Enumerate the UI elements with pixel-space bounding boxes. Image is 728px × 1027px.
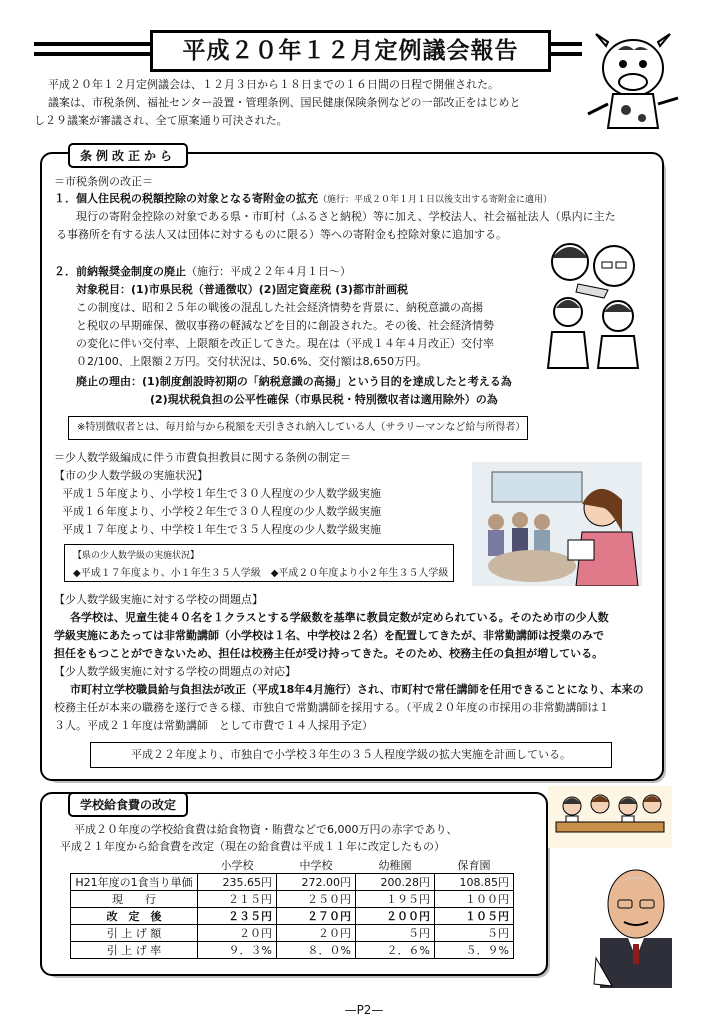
- cow-mascot-illustration: [578, 28, 688, 136]
- item2-title: ２．前納報奨金制度の廃止: [54, 265, 186, 278]
- classroom-illustration: [472, 462, 642, 586]
- table-cell: ８．０%: [277, 942, 356, 959]
- table-row: [71, 891, 514, 908]
- abolition-reason-2: (2)現状税負担の公平性確保（市県民税・特別徴収者は適用除外）の為: [150, 393, 498, 406]
- intro-line: 平成２０年１２月定例議会は、１２月３日から１８日までの１６日間の日程で開催された。: [48, 78, 499, 91]
- intro-line: し２９議案が審議され、全て原案通り可決された。: [34, 114, 288, 127]
- item2-heading: [54, 264, 351, 280]
- table-cell: ２０円: [277, 925, 356, 942]
- table-row: [71, 874, 514, 891]
- item1-title: １．個人住民税の税額控除の対象となる寄附金の拡充: [54, 192, 318, 205]
- header-rule-left-2: [34, 52, 152, 56]
- prefecture-status-title: 【県の少人数学級の実施状況】: [73, 551, 200, 561]
- problem-body: 担任をもつことができないため、担任は校務主任が受け持ってきた。そのため、校務主任の負担が増している。: [54, 647, 604, 660]
- ordinance-section-tag: 条例改正から: [68, 143, 188, 168]
- item2-body: ０2/100、上限額２万円。交付状況は、50.6%、交付額は8,650万円。: [76, 355, 428, 368]
- city-status-title: 【市の少人数学級の実施状況】: [54, 469, 208, 482]
- city-status-line: 平成１５年度より、小学校１年生で３０人程度の少人数学級実施: [62, 487, 381, 500]
- city-status-line: 平成１６年度より、小学校２年生で３０人程度の少人数学級実施: [62, 505, 381, 518]
- table-header-cell: 小学校: [198, 857, 277, 874]
- table-row: [71, 925, 514, 942]
- prefecture-status-box: [64, 544, 454, 582]
- header-rule-right-2: [546, 52, 582, 56]
- table-cell: ２００円: [356, 908, 435, 925]
- item2-note: （施行：平成２２年４月１日〜）: [186, 265, 351, 278]
- table-cell: ２．６%: [356, 942, 435, 959]
- header-rule-right-1: [546, 42, 582, 46]
- item2-body: この制度は、昭和２５年の戦後の混乱した社会経済情勢を背景に、納税意識の高揚: [76, 301, 483, 314]
- school-lunch-tag: 学校給食費の改定: [68, 792, 188, 817]
- table-cell: ９．３%: [198, 942, 277, 959]
- item2-target: 対象税目：(1)市県民税（普通徴収）(2)固定資産税 (3)都市計画税: [76, 283, 408, 296]
- table-cell: 235.65円: [198, 874, 277, 891]
- response-body: 市町村立学校職員給与負担法が改正（平成18年4月施行）され、市町村で常任講師を任用できることになり、本来の: [70, 683, 644, 696]
- item1-note: （施行：平成２０年１月１日以後支出する寄附金に適用）: [318, 195, 553, 205]
- item2-body: と税収の早期確保、徴収事務の軽減などを目的に創設された。その後、社会経済情勢: [76, 319, 494, 332]
- table-cell: 272.00円: [277, 874, 356, 891]
- header-rule-left-1: [34, 42, 152, 46]
- table-cell: ２７０円: [277, 908, 356, 925]
- item1-body: 現行の寄附金控除の対象である県・市町村（ふるさと納税）等に加え、学校法人、社会福祉法人（県内に主た: [76, 210, 616, 223]
- table-cell: H21年度の1食当り単価: [71, 874, 198, 891]
- response-body: 校務主任が本来の職務を遂行できる様、市独自で常勤講師を採用する。（平成２０年度の市採用の非常勤講師は１: [54, 701, 610, 714]
- table-cell: ２０円: [198, 925, 277, 942]
- intro-line: 議案は、市税条例、福祉センター設置・管理条例、国民健康保険条例などの一部改正をはじめと: [48, 96, 521, 109]
- table-cell: １００円: [435, 891, 514, 908]
- problem-body: 学級実施にあたっては非常勤講師（小学校は１名、中学校は２名）を配置してきたが、非常勤講師は授業のみで: [54, 629, 604, 642]
- table-header-cell: 中学校: [277, 857, 356, 874]
- special-collector-footnote: ※特別徴収者とは、毎月給与から税額を天引きされ納入している人（サラリーマンなど給与所得者）: [68, 416, 528, 440]
- table-cell: ２１５円: [198, 891, 277, 908]
- item2-body: の変化に伴い交付率、上限額を改正してきた。現在は（平成１４年４月改正）交付率: [76, 337, 494, 350]
- response-body: ３人。平成２１年度は常勤講師 として市費で１４人採用予定）: [54, 719, 373, 732]
- councillor-portrait: [592, 858, 680, 988]
- abolition-reason-1: 廃止の理由：(1)制度創設時初期の「納税意識の高揚」という目的を達成したと考える為: [76, 375, 512, 388]
- problem-title: 【少人数学級実施に対する学校の問題点】: [54, 593, 263, 606]
- plan-box: 平成２２年度より、市独自で小学校３年生の３５人程度学級の拡大実施を計画している。: [90, 742, 612, 768]
- table-cell: 引 上 げ 率: [71, 942, 198, 959]
- item1-heading: [54, 191, 552, 208]
- table-cell: ５円: [435, 925, 514, 942]
- table-cell: ２５０円: [277, 891, 356, 908]
- problem-body: 各学校は、児童生徒４０名を１クラスとする学級数を基準に教員定数が定められている。そのため市の少人数: [70, 611, 609, 624]
- table-cell: 引 上 げ 額: [71, 925, 198, 942]
- response-title: 【少人数学級実施に対する学校の問題点の対応】: [54, 665, 296, 678]
- table-cell: １０５円: [435, 908, 514, 925]
- table-cell: 200.28円: [356, 874, 435, 891]
- school-lunch-body: 平成２１年度から給食費を改定（現在の給食費は平成１１年に改定したもの）: [60, 840, 445, 853]
- page-number: —P2—: [344, 1003, 384, 1017]
- lunch-fee-table: [70, 857, 514, 959]
- table-row: [71, 908, 514, 925]
- table-header-cell: 保育園: [435, 857, 514, 874]
- school-lunch-illustration: [548, 786, 672, 848]
- table-cell: 108.85円: [435, 874, 514, 891]
- table-header-row: [71, 857, 514, 874]
- table-cell: ５円: [356, 925, 435, 942]
- item1-body: る事務所を有する法人又は団体に対するものに限る）等への寄附金も控除対象に追加する。: [56, 228, 507, 241]
- table-cell: ５．９%: [435, 942, 514, 959]
- table-cell: 改 定 後: [71, 908, 198, 925]
- table-cell: 現 行: [71, 891, 198, 908]
- prefecture-status-body: ◆平成１７年度より、小１年生３５人学級 ◆平成２０年度より小２年生３５人学級: [73, 568, 449, 579]
- table-cell: ２３５円: [198, 908, 277, 925]
- table-header-cell: [71, 857, 198, 874]
- family-illustration: [538, 232, 650, 372]
- sub-heading-tax: ＝市税条例の改正＝: [54, 175, 153, 188]
- intro-text: [34, 76, 574, 130]
- table-header-cell: 幼稚園: [356, 857, 435, 874]
- table-cell: １９５円: [356, 891, 435, 908]
- table-row: [71, 942, 514, 959]
- school-lunch-body: 平成２０年度の学校給食費は給食物資・賄費などで6,000万円の赤字であり、: [74, 823, 458, 836]
- page-title: 平成２０年１２月定例議会報告: [150, 30, 551, 72]
- sub-heading-class: ＝少人数学級編成に伴う市費負担教員に関する条例の制定＝: [54, 451, 351, 464]
- city-status-line: 平成１７年度より、中学校１年生で３５人程度の少人数学級実施: [62, 523, 381, 536]
